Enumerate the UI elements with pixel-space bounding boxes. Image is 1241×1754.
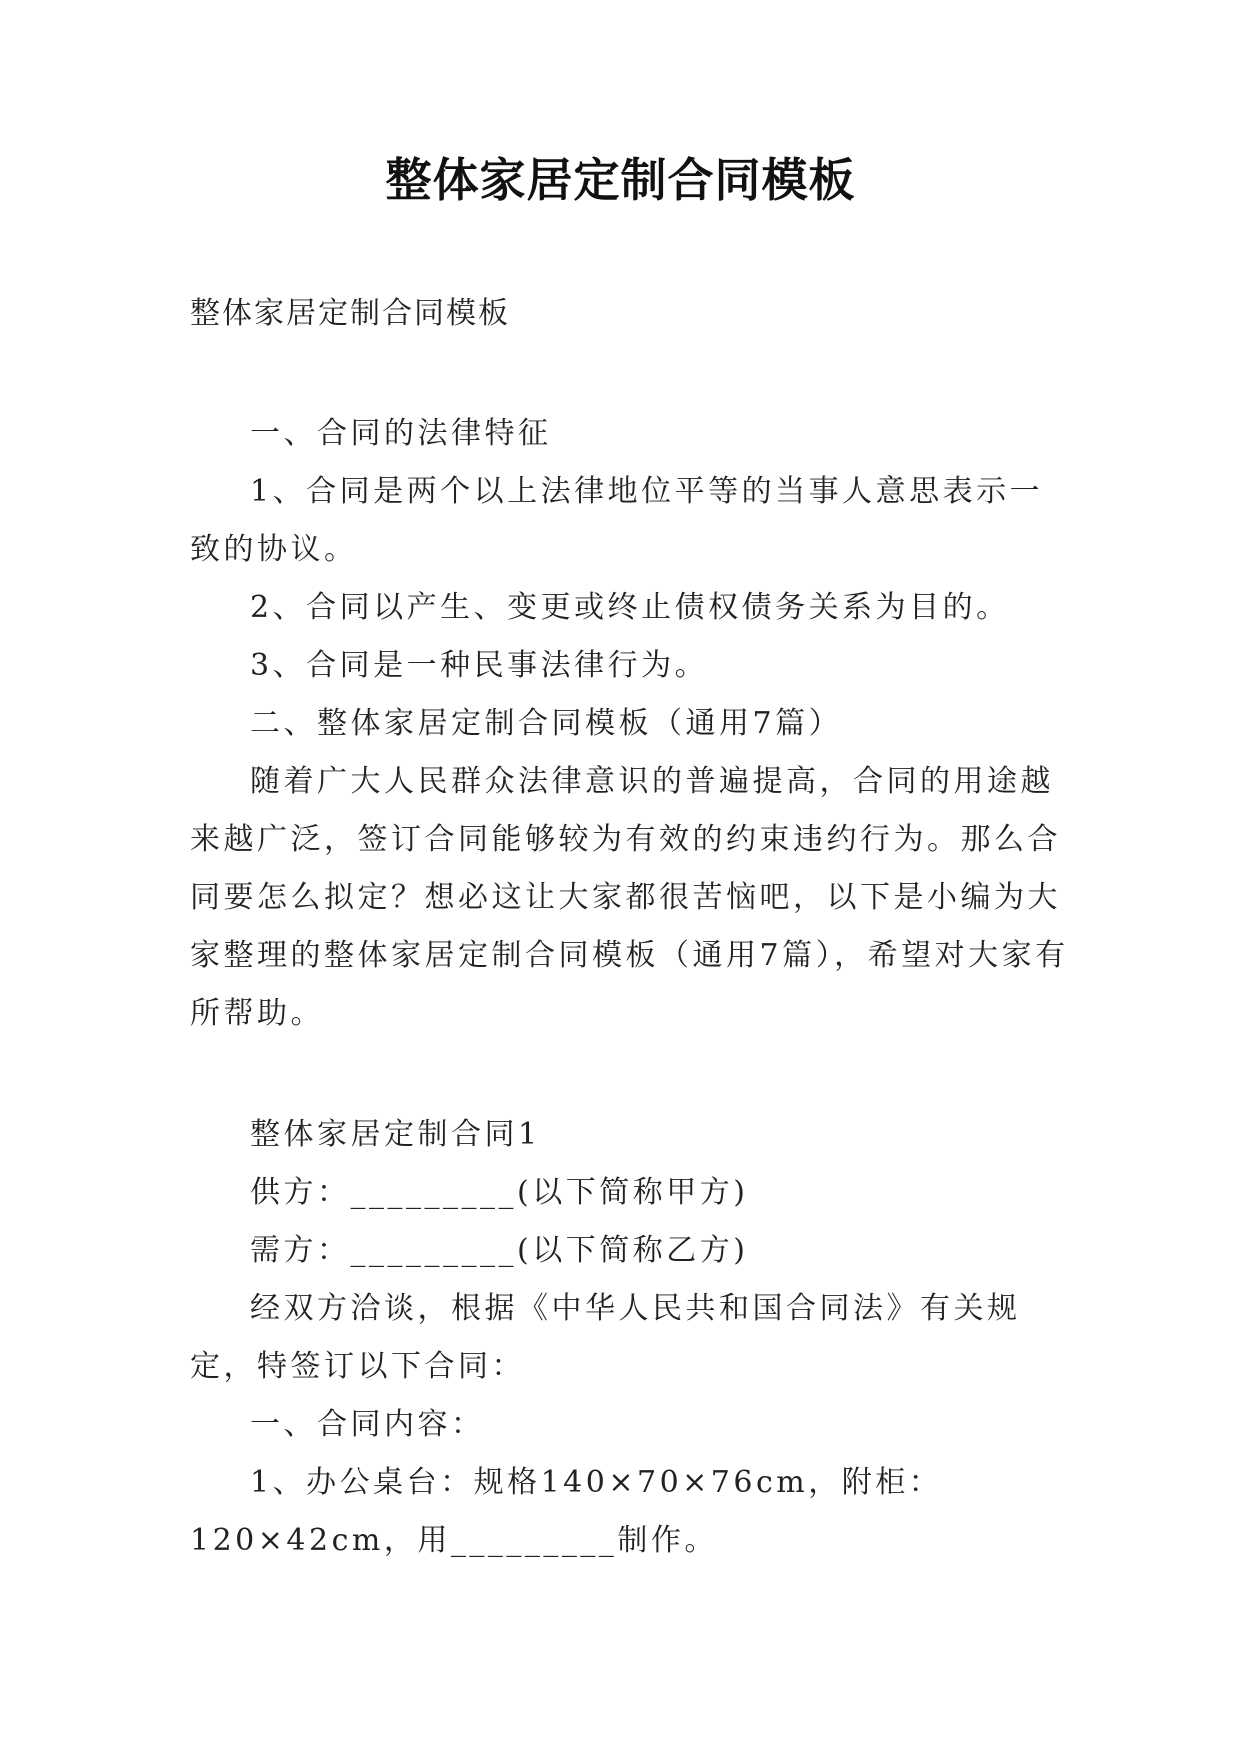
supplier-line: 供方：_________(以下简称甲方) [250, 1175, 749, 1210]
paragraph: 1、办公桌台：规格140×70×76cm，附柜：120×42cm，用_________制作。 [190, 1465, 943, 1558]
paragraph: 随着广大人民群众法律意识的普遍提高，合同的用途越来越广泛，签订合同能够较为有效的约束违约行为。那么合同要怎么拟定？想必这让大家都很苦恼吧，以下是小编为大家整理的整体家居定制合同模板（通用7篇），希望对大家有所帮助。 [190, 764, 1069, 1031]
heading-templates: 二、整体家居定制合同模板（通用7篇） [250, 706, 843, 741]
paragraph: 3、合同是一种民事法律行为。 [250, 648, 709, 683]
body-section-2 [190, 1106, 1070, 1570]
body-section-1 [190, 405, 1070, 1043]
contract-heading: 整体家居定制合同1 [250, 1117, 541, 1152]
paragraph: 经双方洽谈，根据《中华人民共和国合同法》有关规定，特签订以下合同： [190, 1291, 1021, 1384]
paragraph: 1、合同是两个以上法律地位平等的当事人意思表示一致的协议。 [190, 474, 1044, 567]
paragraph: 2、合同以产生、变更或终止债权债务关系为目的。 [250, 590, 1010, 625]
buyer-line: 需方：_________(以下简称乙方) [250, 1233, 749, 1268]
heading-legal-features: 一、合同的法律特征 [250, 416, 552, 451]
document-title: 整体家居定制合同模板 [385, 153, 856, 207]
heading-contract-content: 一、合同内容： [250, 1407, 485, 1442]
document-subtitle: 整体家居定制合同模板 [190, 296, 510, 331]
